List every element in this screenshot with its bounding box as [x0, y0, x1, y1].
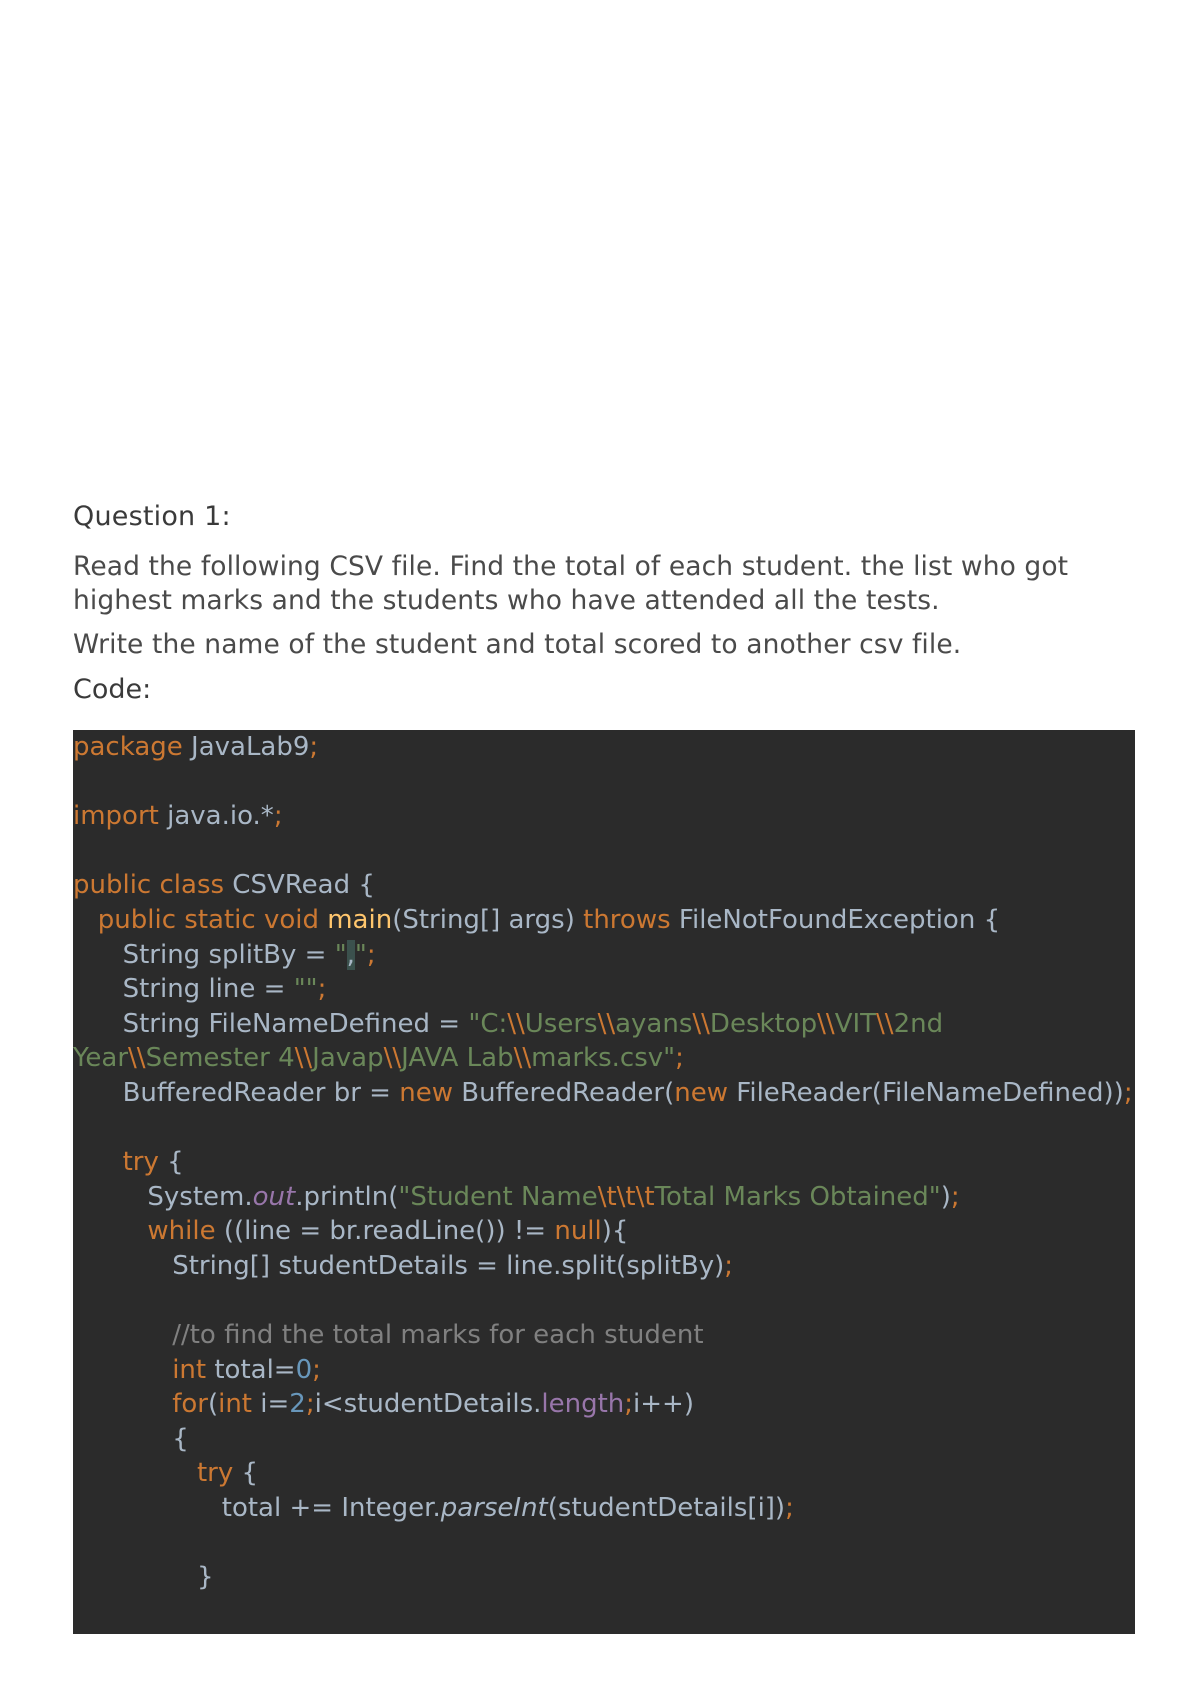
code-token: out — [252, 1181, 296, 1212]
code-line — [73, 868, 1135, 903]
question-instructions: Read the following CSV file. Find the total of each student. the list who got highest marks and the students who have attended all the tests. — [73, 551, 1069, 616]
code-token: //to find the total marks for each student — [172, 1320, 704, 1351]
code-token: 2 — [289, 1389, 306, 1420]
code-token: FileReader(FileNameDefined)) — [728, 1077, 1124, 1108]
code-line — [73, 1560, 1135, 1595]
code-token: while — [147, 1216, 216, 1247]
code-token: \\ — [383, 1043, 402, 1074]
code-token: VIT — [834, 1008, 877, 1039]
code-token — [73, 905, 98, 935]
code-token: JavaLab9 — [182, 732, 310, 762]
code-token — [73, 1320, 172, 1350]
code-token: CSVRead { — [224, 870, 375, 901]
code-token: , — [346, 939, 355, 970]
code-line — [73, 765, 1135, 800]
code-token: { — [158, 1147, 184, 1178]
code-token: { — [233, 1458, 259, 1489]
code-token: i= — [252, 1389, 290, 1420]
code-line — [73, 1076, 1135, 1111]
code-token — [73, 1389, 172, 1419]
code-token: total= — [206, 1354, 296, 1385]
code-token: ; — [1123, 1077, 1133, 1108]
code-line — [73, 1111, 1135, 1146]
code-token: new — [674, 1077, 729, 1108]
code-token — [319, 905, 327, 935]
code-token: FileNotFoundException { — [670, 904, 1001, 935]
code-token: i<studentDetails. — [314, 1389, 542, 1420]
code-token: " — [334, 939, 347, 970]
code-line — [73, 1387, 1135, 1422]
code-line — [73, 1214, 1135, 1249]
code-token: "" — [293, 974, 318, 1005]
code-token: new — [399, 1077, 453, 1108]
code-token: \\ — [294, 1043, 313, 1074]
code-line — [73, 1353, 1135, 1388]
code-token — [73, 1458, 197, 1488]
code-token: String splitBy = — [73, 939, 335, 970]
code-token: parseInt — [440, 1493, 548, 1524]
code-token: ; — [305, 1389, 315, 1420]
code-token: Total Marks Obtained" — [654, 1181, 941, 1212]
code-token — [73, 1216, 147, 1246]
code-token: ; — [366, 939, 376, 970]
code-token: public static void — [97, 904, 319, 935]
question-title: Question 1: — [73, 501, 231, 532]
code-token: String line = — [73, 974, 294, 1005]
code-token: \t\t\t — [597, 1181, 655, 1212]
code-token: String[] studentDetails = line.split(splitBy) — [73, 1250, 725, 1281]
code-token: (String[] args) — [392, 904, 584, 935]
code-token: java.io.* — [158, 801, 274, 832]
code-token: \\ — [692, 1008, 710, 1039]
code-line — [73, 903, 1135, 938]
code-block — [73, 730, 1135, 1634]
code-line — [73, 1249, 1135, 1284]
code-token: ; — [950, 1181, 960, 1212]
code-token: null — [554, 1216, 602, 1247]
code-token: 0 — [295, 1354, 313, 1385]
code-token: ; — [312, 1354, 321, 1385]
code-token: length — [541, 1389, 625, 1420]
code-token: ){ — [601, 1216, 629, 1247]
code-token: \\ — [817, 1008, 835, 1039]
code-token: total += Integer. — [73, 1493, 441, 1524]
code-token: ) — [940, 1181, 951, 1212]
code-token: BufferedReader( — [452, 1077, 675, 1108]
code-line — [73, 1145, 1135, 1180]
code-line — [73, 1318, 1135, 1353]
code-line — [73, 972, 1135, 1007]
code-line — [73, 938, 1135, 973]
code-line — [73, 1456, 1135, 1491]
code-label: Code: — [73, 674, 152, 705]
code-token: public class — [73, 870, 225, 901]
code-token: import — [73, 801, 159, 832]
code-token: ayans — [615, 1008, 693, 1039]
code-token: i++) — [633, 1389, 694, 1420]
code-token: } — [73, 1562, 214, 1593]
code-listing — [73, 730, 1135, 1595]
code-token: throws — [583, 904, 671, 935]
code-token: 2nd Year — [73, 1008, 952, 1074]
code-token: Javap — [312, 1043, 384, 1074]
question-output-instructions: Write the name of the student and total scored to another csv file. — [73, 629, 962, 660]
code-token: \\ — [513, 1043, 532, 1074]
code-token: Users — [524, 1008, 598, 1039]
code-token: ; — [724, 1250, 734, 1281]
code-token: BufferedReader br = — [73, 1077, 400, 1108]
code-token: int — [172, 1354, 207, 1385]
code-token: \\ — [507, 1008, 525, 1039]
code-token: (studentDetails[i]) — [547, 1493, 786, 1524]
code-token: \\ — [128, 1043, 146, 1074]
code-token: main — [327, 904, 393, 935]
code-token: Semester 4 — [145, 1043, 295, 1074]
code-token: marks.csv" — [531, 1043, 676, 1074]
code-line — [73, 1180, 1135, 1215]
code-token: try — [122, 1147, 159, 1178]
code-token: System. — [73, 1181, 253, 1212]
code-line — [73, 1007, 1135, 1076]
code-token: "Student Name — [398, 1181, 598, 1212]
code-token: { — [73, 1423, 189, 1454]
code-token — [73, 1355, 172, 1385]
code-token: ; — [785, 1493, 794, 1524]
code-token: package — [73, 732, 183, 762]
code-token: .println( — [295, 1181, 399, 1212]
code-token: \\ — [597, 1008, 616, 1039]
code-token: ; — [675, 1043, 684, 1074]
code-token: ((line = br.readLine()) != — [215, 1216, 555, 1247]
code-token — [73, 1147, 123, 1177]
code-line — [73, 1422, 1135, 1457]
code-token: String FileNameDefined = — [73, 1008, 469, 1039]
code-line — [73, 730, 1135, 765]
code-token: ( — [207, 1389, 219, 1420]
code-token: \\ — [876, 1008, 894, 1039]
code-token: Desktop — [709, 1008, 818, 1039]
question-section — [73, 496, 1133, 708]
code-token: " — [354, 939, 367, 970]
code-token: "C: — [468, 1008, 508, 1039]
code-token: for — [172, 1389, 208, 1420]
code-token: ; — [273, 801, 283, 832]
code-line — [73, 1526, 1135, 1561]
code-token: ; — [309, 732, 319, 762]
code-token: try — [196, 1458, 234, 1489]
code-token: ; — [317, 974, 327, 1005]
code-line — [73, 1491, 1135, 1526]
code-line — [73, 799, 1135, 834]
code-line — [73, 1284, 1135, 1319]
code-line — [73, 834, 1135, 869]
code-token: int — [218, 1389, 252, 1420]
code-token: JAVA Lab — [401, 1043, 514, 1074]
code-token: ; — [624, 1389, 634, 1420]
